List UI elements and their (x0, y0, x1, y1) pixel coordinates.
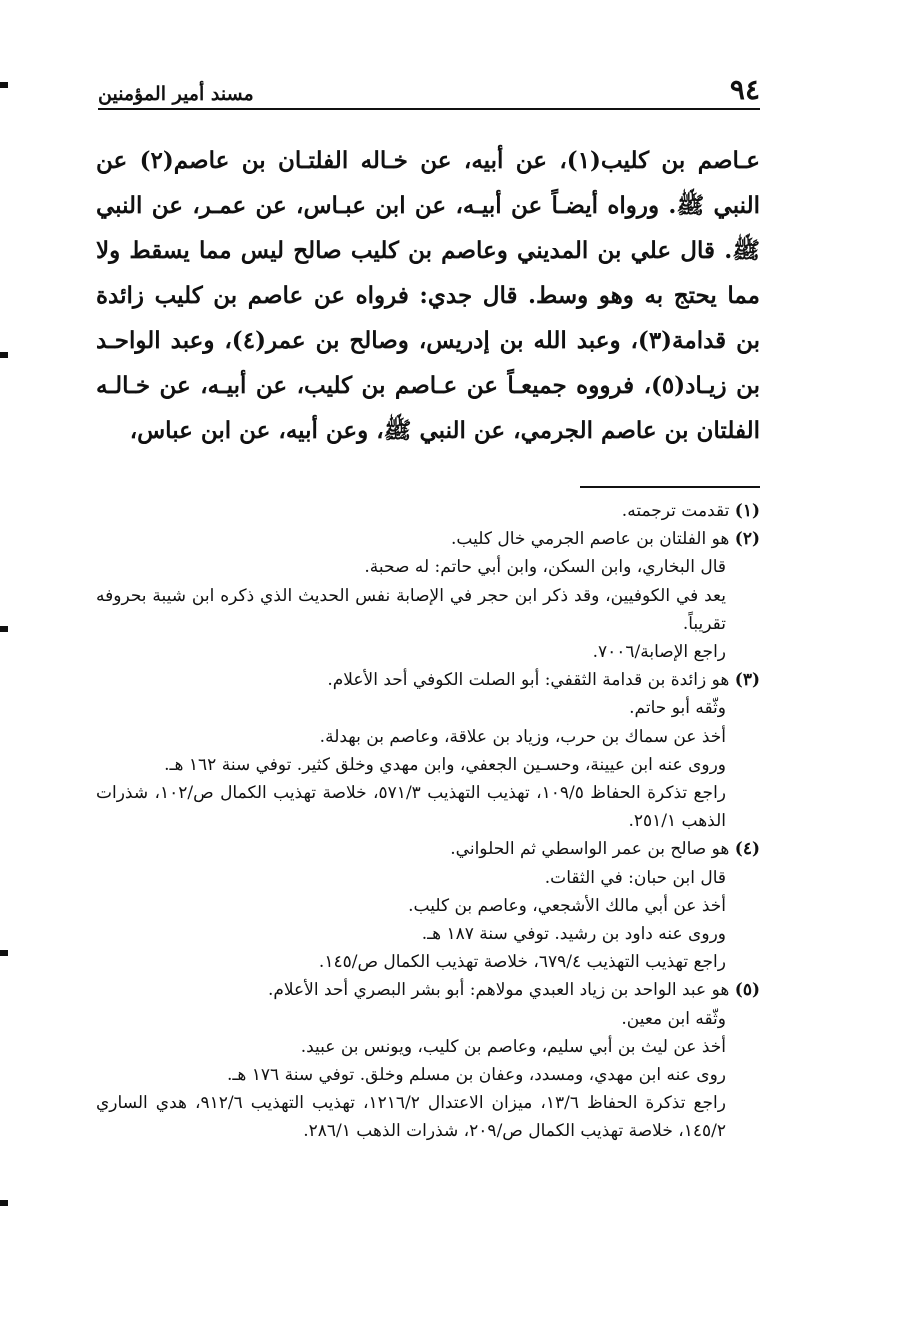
footnote-line: راجع الإصابة/٧٠٠٦. (592, 642, 726, 663)
footnote-line: قال ابن حبان: في الثقات. (544, 867, 726, 888)
footnote-line (96, 976, 760, 1004)
footnote-line (96, 525, 760, 553)
footnote-number: (١) (734, 501, 760, 521)
main-paragraph: عـاصم بن كليب(١)، عن أبيه، عن خـاله الفلتـان بن عاصم(٢) عن النبي ﷺ. ورواه أيضـاً عن أبيـه، عن ابن عبـاس، عن عمـر، عن النبي ﷺ. قال علي بن المديني وعاصم بن كليب صالح ليس مما يسقط ولا مما يحتج به وهو وسط. قال جدي: فرواه عن عاصم بن كليب زائدة بن قدامة(٣)، وعبد الله بن إدريس، وصالح بن عمر(٤)، وعبد الواحـد بن زيـاد(٥)، فرووه جميعـاً عن عـاصم بن كليب، عن أبيـه، عن خـالـه الفلتان بن عاصم الجرمي، عن النبي ﷺ، وعن أبيه، عن ابن عباس، (96, 147, 760, 444)
footnote-text: تقدمت ترجمته. (621, 501, 730, 521)
footnote-line: راجع تهذيب التهذيب ٦٧٩/٤، خلاصة تهذيب الكمال ص/١٤٥. (318, 952, 726, 973)
footnote-line: وروى عنه ابن عيينة، وحسـين الجعفي، وابن مهدي وخلق كثير. توفي سنة ١٦٢ هـ. (164, 754, 726, 775)
footnote-line: أخذ عن ليث بن أبي سليم، وعاصم بن كليب، ويونس بن عبيد. (300, 1036, 726, 1057)
footnote-line: قال البخاري، وابن السكن، وابن أبي حاتم: له صحبة. (364, 557, 726, 578)
footnote-number: (٣) (734, 670, 760, 691)
footnotes (96, 497, 760, 1146)
scan-edge-mark (0, 626, 8, 632)
footnote-line: أخذ عن سماك بن حرب، وزياد بن علاقة، وعاصم بن بهدلة. (319, 726, 726, 747)
footnote-line (96, 666, 760, 694)
footnote-text: هو الفلتان بن عاصم الجرمي خال كليب. (451, 529, 730, 550)
footnote-line: أخذ عن أبي مالك الأشجعي، وعاصم بن كليب. (408, 895, 726, 916)
footnote-number: (٢) (734, 529, 760, 550)
scan-edge-mark (0, 1200, 8, 1206)
footnote-line (96, 835, 760, 863)
footnote-text: هو زائدة بن قدامة الثقفي: أبو الصلت الكوفي أحد الأعلام. (327, 670, 730, 691)
page-number: ٩٤ (729, 73, 760, 106)
footnote-number: (٤) (734, 839, 760, 860)
footnote-text: هو صالح بن عمر الواسطي ثم الحلواني. (450, 839, 730, 860)
scan-edge-mark (0, 950, 8, 956)
page-header (98, 64, 760, 110)
footnote-line: راجع تذكرة الحفاظ ١٣/٦، ميزان الاعتدال ١٢١٦/٢، تهذيب التهذيب ٩١٢/٦، هدي الساري ١٤٥/٢، خلاصة تهذيب الكمال ص/٢٠٩، شذرات الذهب ٢٨٦/١. (96, 1093, 726, 1142)
footnote-line: وروى عنه داود بن رشيد. توفي سنة ١٨٧ هـ. (421, 924, 726, 945)
scan-edge-mark (0, 352, 8, 358)
footnote-line: روى عنه ابن مهدي، ومسدد، وعفان بن مسلم وخلق. توفي سنة ١٧٦ هـ. (227, 1065, 726, 1086)
main-text (96, 138, 760, 453)
footnote-line: وثّقه ابن معين. (621, 1008, 726, 1029)
footnote-separator (580, 486, 760, 488)
running-title: مسند أمير المؤمنين (98, 83, 254, 105)
footnote-line: وثّقه أبو حاتم. (629, 698, 726, 719)
footnote-number: (٥) (734, 980, 760, 1001)
scan-edge-mark (0, 82, 8, 88)
footnote-line: راجع تذكرة الحفاظ ١٠٩/٥، تهذيب التهذيب ٥٧١/٣، خلاصة تهذيب الكمال ص/١٠٢، شذرات الذهب ٢٥١/١. (96, 783, 727, 832)
footnote-line (96, 497, 760, 525)
footnote-text: هو عبد الواحد بن زياد العبدي مولاهم: أبو بشر البصري أحد الأعلام. (267, 980, 730, 1001)
footnote-line: يعد في الكوفيين، وقد ذكر ابن حجر في الإصابة نفس الحديث الذي ذكره ابن شيبة بحروفه تقريباً. (96, 585, 726, 634)
